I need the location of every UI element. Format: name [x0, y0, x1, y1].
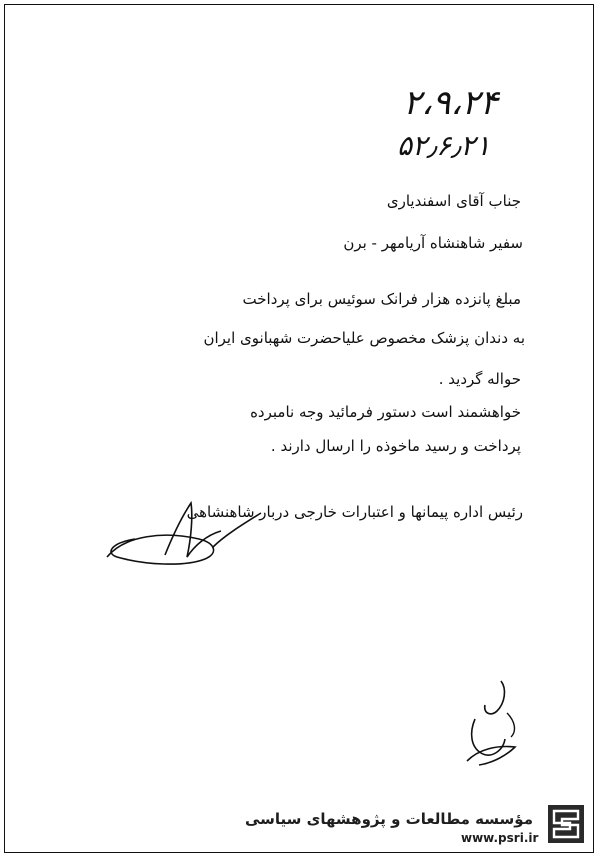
body-line-5: پرداخت و رسید ماخوذه را ارسال دارند . [270, 437, 521, 455]
document-page [4, 4, 594, 853]
addressee-title: سفیر شاهنشاه آریامهر - برن [343, 234, 523, 252]
institute-watermark-url: www.psri.ir [461, 831, 539, 845]
handwritten-date-primary: ۲،۹،۲۴ [403, 83, 498, 123]
body-line-4: خواهشمند است دستور فرمائید وجه نامبرده [250, 403, 521, 421]
handwritten-initials [445, 673, 535, 773]
body-line-3: حواله گردید . [438, 370, 521, 388]
addressee-name: جناب آقای اسفندیاری [386, 192, 521, 210]
institute-logo-icon [548, 805, 584, 843]
handwritten-signature [95, 495, 265, 585]
institute-watermark-name: مؤسسه مطالعات و پژوهشهای سیاسی [244, 810, 533, 828]
handwritten-date-secondary: ۵۲٫۶٫۲۱ [397, 129, 491, 162]
signatory-title: رئیس اداره پیمانها و اعتبارات خارجی دربار شاهنشاهی [186, 503, 523, 521]
body-line-1: مبلغ پانزده هزار فرانک سوئیس برای پرداخت [242, 290, 521, 308]
body-line-2: به دندان پزشک مخصوص علیاحضرت شهبانوی ایران [203, 329, 525, 347]
